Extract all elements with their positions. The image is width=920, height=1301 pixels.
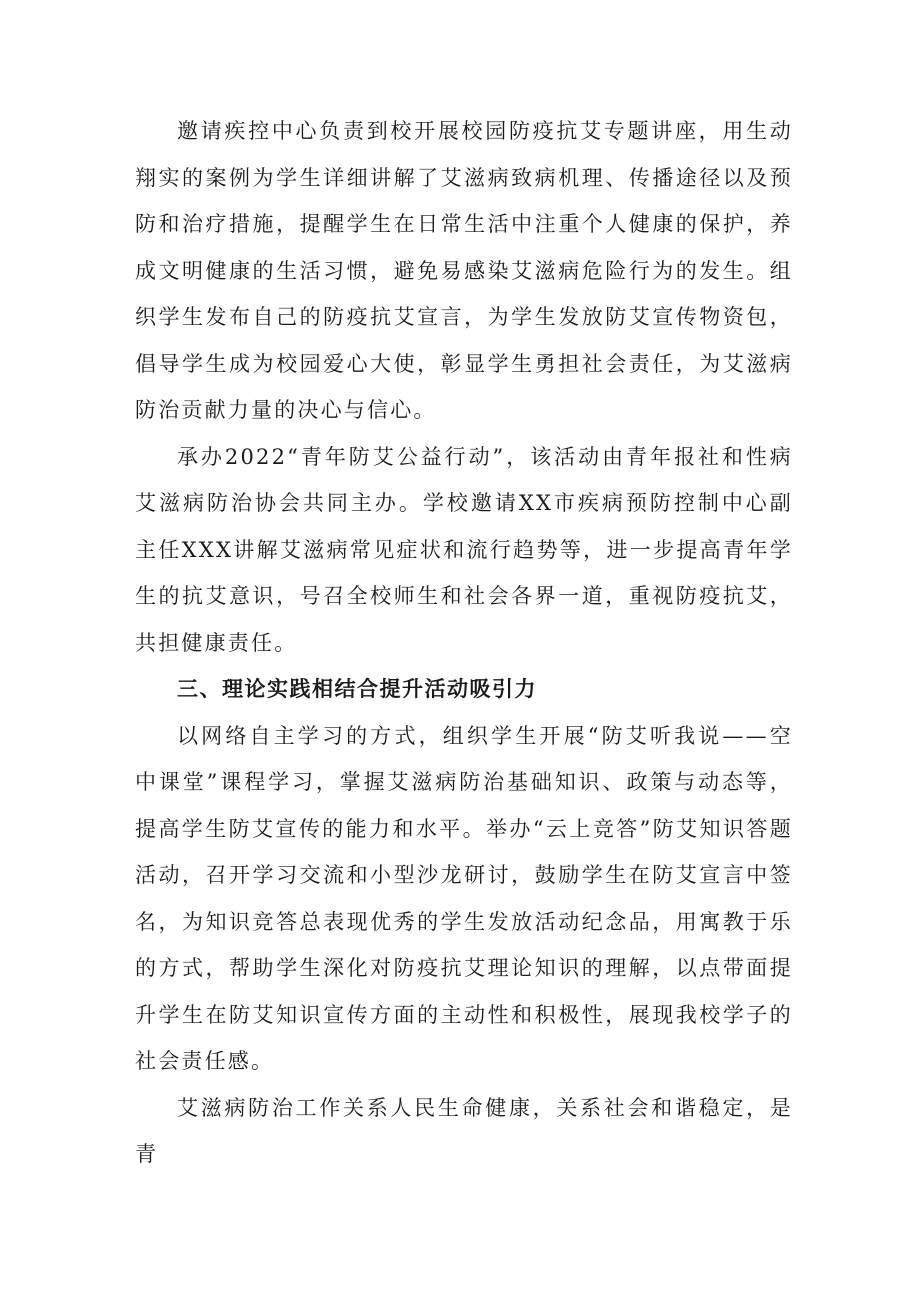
paragraph-youth-action: 承办2022“青年防艾公益行动”，该活动由青年报社和性病艾滋病防治协会共同主办。学校邀请XX市疾病预防控制中心副主任XXX讲解艾滋病常见症状和流行趋势等，进一步提高青年学生的抗艾意识，号召全校师生和社会各界一道，重视防疫抗艾，共担健康责任。: [135, 444, 793, 655]
paragraph-lecture: 邀请疾控中心负责到校开展校园防疫抗艾专题讲座，用生动翔实的案例为学生详细讲解了艾滋病致病机理、传播途径以及预防和治疗措施，提醒学生在日常生活中注重个人健康的保护，养成文明健康的生活习惯，避免易感染艾滋病危险行为的发生。组织学生发布自己的防疫抗艾宣言，为学生发放防艾宣传物资包，倡导学生成为校园爱心大使，彰显学生勇担社会责任，为艾滋病防治贡献力量的决心与信心。: [135, 119, 793, 422]
section-heading: 三、理论实践相结合提升活动吸引力: [177, 677, 537, 701]
paragraph-conclusion: 艾滋病防治工作关系人民生命健康，关系社会和谐稳定，是青: [135, 1095, 793, 1166]
paragraph-online-learning: 以网络自主学习的方式，组织学生开展“防艾听我说——空中课堂”课程学习，掌握艾滋病防治基础知识、政策与动态等，提高学生防艾宣传的能力和水平。举办“云上竞答”防艾知识答题活动，召开学习交流和小型沙龙研讨，鼓励学生在防艾宣言中签名，为知识竞答总表现优秀的学生发放活动纪念品，用寓教于乐的方式，帮助学生深化对防疫抗艾理论知识的理解，以点带面提升学生在防艾知识宣传方面的主动性和积极性，展现我校学子的社会责任感。: [135, 723, 793, 1073]
document-body: [135, 108, 793, 1178]
